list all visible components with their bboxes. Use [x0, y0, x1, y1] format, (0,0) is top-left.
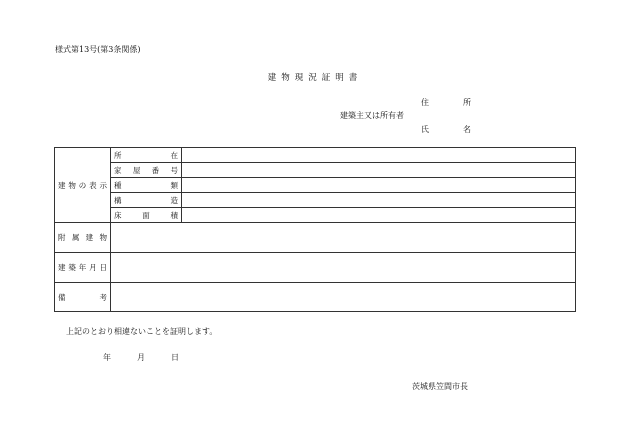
annex-label-cell	[55, 223, 111, 253]
mayor-signature: 茨城県笠間市長	[412, 382, 468, 391]
house-number-char-3: 番	[151, 165, 160, 175]
remarks-label-cell	[55, 283, 111, 312]
structure-char-2: 造	[170, 195, 178, 205]
date-year: 年	[103, 353, 111, 362]
building-display-char-5: 示	[99, 180, 107, 190]
kind-label	[114, 180, 178, 191]
kind-char-1: 種	[114, 180, 122, 190]
name-label-char-1: 氏	[421, 125, 429, 134]
name-label-char-2: 名	[463, 125, 471, 134]
address-label	[421, 97, 471, 108]
annex-char-1: 附	[58, 233, 66, 242]
row-structure	[55, 193, 576, 208]
remarks-label	[58, 292, 107, 303]
building-display-char-3: の	[78, 180, 87, 190]
building-display-char-1: 建	[58, 180, 66, 190]
building-display-label	[58, 180, 107, 191]
house-number-char-1: 家	[114, 165, 122, 175]
location-label-cell	[111, 148, 182, 163]
structure-label-cell	[111, 193, 182, 208]
address-label-char-1: 住	[421, 98, 429, 107]
location-label	[114, 150, 178, 161]
floor-area-char-1: 床	[114, 210, 122, 220]
location-char-1: 所	[114, 150, 122, 160]
floor-area-label	[114, 210, 178, 221]
annex-char-4: 物	[99, 233, 107, 242]
construction-date-char-3: 年	[78, 263, 87, 272]
construction-date-label-cell	[55, 253, 111, 283]
date-day: 日	[171, 353, 179, 362]
building-display-label-cell	[55, 148, 111, 223]
certification-statement: 上記のとおり相違ないことを証明します。	[66, 327, 218, 336]
row-remarks	[55, 283, 576, 312]
remarks-char-1: 備	[58, 292, 66, 302]
house-number-char-2: 屋	[132, 165, 141, 175]
location-char-2: 在	[170, 150, 178, 160]
construction-date-label	[58, 262, 107, 273]
construction-date-char-4: 月	[89, 263, 97, 272]
row-floor-area	[55, 208, 576, 223]
annex-char-2: 属	[71, 233, 80, 242]
floor-area-label-cell	[111, 208, 182, 223]
annex-label	[58, 232, 107, 243]
name-label	[421, 124, 471, 135]
date-line	[103, 352, 179, 363]
structure-char-1: 構	[114, 195, 122, 205]
date-month: 月	[137, 353, 145, 362]
row-construction-date	[55, 253, 576, 283]
house-number-char-4: 号	[170, 165, 178, 175]
construction-date-char-1: 建	[58, 263, 66, 272]
construction-date-char-5: 日	[99, 263, 107, 272]
row-location	[55, 148, 576, 163]
floor-area-char-2: 面	[142, 210, 150, 220]
row-annex-building	[55, 223, 576, 253]
form-number: 様式第13号(第3条関係)	[55, 45, 141, 54]
house-number-label-cell	[111, 163, 182, 178]
construction-date-value-cell[interactable]	[111, 253, 576, 283]
row-kind	[55, 178, 576, 193]
house-number-label	[114, 165, 178, 176]
building-status-table	[54, 147, 576, 312]
annex-char-3: 建	[85, 233, 94, 242]
owner-label: 建築主又は所有者	[340, 111, 404, 120]
floor-area-value-cell[interactable]	[182, 208, 576, 223]
remarks-value-cell[interactable]	[111, 283, 576, 312]
address-label-char-2: 所	[463, 98, 471, 107]
location-value-cell[interactable]	[182, 148, 576, 163]
remarks-char-2: 考	[99, 292, 107, 302]
building-display-char-2: 物	[68, 180, 76, 190]
construction-date-char-2: 築	[68, 263, 76, 272]
kind-value-cell[interactable]	[182, 178, 576, 193]
building-display-char-4: 表	[89, 180, 97, 190]
annex-value-cell[interactable]	[111, 223, 576, 253]
house-number-value-cell[interactable]	[182, 163, 576, 178]
kind-label-cell	[111, 178, 182, 193]
row-house-number	[55, 163, 576, 178]
document-title: 建物現況証明書	[267, 73, 363, 83]
kind-char-2: 類	[170, 180, 178, 190]
structure-value-cell[interactable]	[182, 193, 576, 208]
floor-area-char-3: 積	[170, 210, 178, 220]
structure-label	[114, 195, 178, 206]
